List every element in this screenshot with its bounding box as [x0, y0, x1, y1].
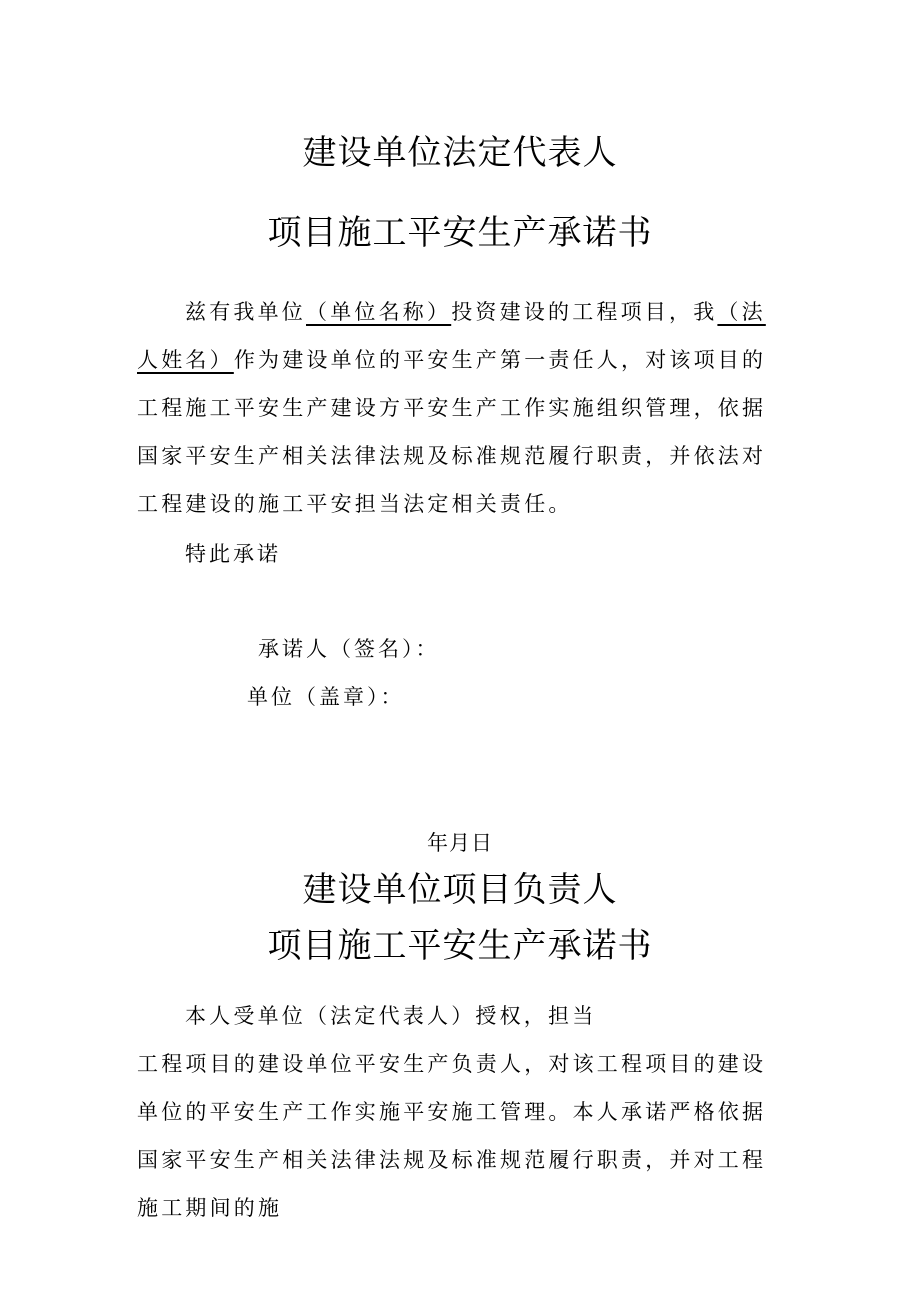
unit-name-placeholder: （单位名称） — [306, 300, 452, 324]
legal-name-placeholder: （法人姓名） — [137, 300, 766, 372]
section2-paragraph — [137, 992, 787, 1232]
section1-title-line2: 项目施工平安生产承诺书 — [267, 213, 653, 253]
date-label: 年月日 — [427, 831, 493, 855]
para-end: 作为建设单位的平安生产第一责任人，对该项目的工程施工平安生产建设方平安生产工作实施组织管理，依据国家平安生产相关法律法规及标准规范履行职责，并依法对工程建设的施工平安担当法定相关责任。 — [137, 348, 767, 516]
para-start: 兹有我单位 — [185, 300, 306, 324]
para-mid: 投资建设的工程项目，我 — [451, 300, 718, 324]
section2-para-rest: 工程项目的建设单位平安生产负责人，对该工程项目的建设单位的平安生产工作实施平安施工管理。本人承诺严格依据国家平安生产相关法律法规及标准规范履行职责，并对工程施工期间的施 — [137, 1052, 767, 1220]
unit-seal-label: 单位（盖章）： — [247, 685, 405, 709]
section1-paragraph — [137, 288, 787, 528]
section2-para-line1: 本人受单位（法定代表人）授权，担当 — [185, 1004, 597, 1028]
section1-title-line1: 建设单位法定代表人 — [302, 133, 618, 173]
promiser-signature-label: 承诺人（签名）： — [258, 637, 440, 661]
section2-title-line2: 项目施工平安生产承诺书 — [267, 926, 653, 966]
special-promise: 特此承诺 — [185, 542, 281, 566]
section2-title-line1: 建设单位项目负责人 — [302, 870, 618, 910]
